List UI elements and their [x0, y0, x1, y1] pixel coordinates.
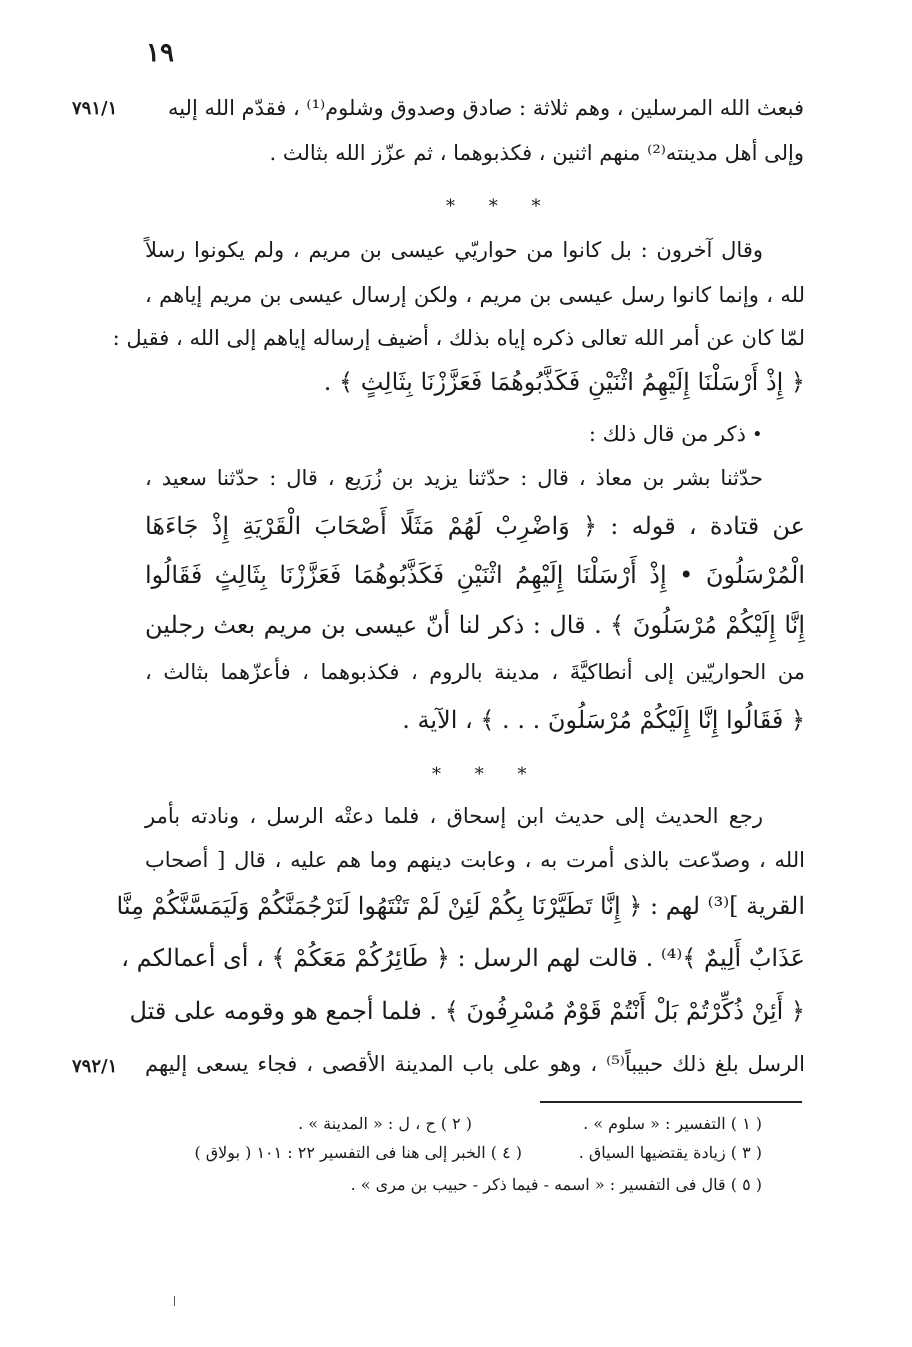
text-line: عَذَابٌ أَلِيمٌ ﴾⁽⁴⁾ . قالت لهم الرسل : ﴿ طَائِرُكُمْ مَعَكُمْ ﴾ ، أى أعمالكم ،: [121, 944, 805, 972]
text-line: عن قتادة ، قوله : ﴿ وَاضْرِبْ لَهُمْ مَثَلًا أَصْحَابَ الْقَرْيَةِ إِذْ جَاءَهَا: [145, 512, 805, 540]
text-line: حدّثنا بشر بن معاذ ، قال : حدّثنا يزيد بن زُرَيع ، قال : حدّثنا سعيد ،: [145, 466, 763, 490]
section-heading: ذكر من قال ذلك :: [588, 422, 746, 446]
section-separator: * * *: [432, 764, 541, 785]
text-line: لله ، وإنما كانوا رسل عيسى بن مريم ، ولكن إرسال عيسى بن مريم إياهم ،: [145, 283, 805, 307]
text-line: ﴿ فَقَالُوا إِنَّا إِلَيْكُمْ مُرْسَلُونَ . . . ﴾ ، الآية .: [402, 706, 805, 734]
text-line: ﴿ أَئِنْ ذُكِّرْتُمْ بَلْ أَنْتُمْ قَوْمٌ مُسْرِفُونَ ﴾ . فلما أجمع هو وقومه على قتل: [129, 997, 805, 1025]
margin-reference-top: ٧٩١/١: [72, 98, 118, 119]
text-line: فبعث الله المرسلين ، وهم ثلاثة : صادق وصدوق وشلوم⁽¹⁾ ، فقدّم الله إليه: [167, 96, 804, 120]
text-line: الله ، وصدّعت بالذى أمرت به ، وعابت دينهم وما هم عليه ، قال [ أصحاب: [145, 848, 805, 872]
quran-verse-line: ﴿ إِذْ أَرْسَلْنَا إِلَيْهِمُ اثْنَيْنِ فَكَذَّبُوهُمَا فَعَزَّزْنَا بِثَالِثٍ ﴾ .: [323, 368, 805, 396]
footnote-1: ( ١ ) التفسير : « سلوم » .: [583, 1114, 762, 1133]
text-line: لمّا كان عن أمر الله تعالى ذكره إياه بذلك ، أضيف إرساله إياهم إلى الله ، فقيل :: [112, 326, 805, 350]
scan-artifact: [174, 1296, 175, 1306]
bullet-mark: •: [752, 424, 763, 445]
footnote-3: ( ٣ ) زيادة يقتضيها السياق .: [578, 1143, 762, 1162]
footnote-4: ( ٤ ) الخبر إلى هنا فى التفسير ٢٢ : ١٠١ ( بولاق ): [194, 1143, 522, 1162]
text-line: وإلى أهل مدينته⁽²⁾ منهم اثنين ، فكذبوهما ، ثم عزّز الله بثالث .: [269, 141, 804, 165]
text-line: من الحواريّين إلى أنطاكيَّةَ ، مدينة بالروم ، فكذبوهما ، فأعزّهما بثالث ،: [145, 660, 805, 684]
text-line: وقال آخرون : بل كانوا من حواريّي عيسى بن مريم ، ولم يكونوا رسلاً: [145, 238, 763, 262]
margin-reference-bottom: ٧٩٢/١: [72, 1056, 118, 1077]
text-line: الرسل بلغ ذلك حبيباً⁽⁵⁾ ، وهو على باب المدينة الأقصى ، فجاء يسعى إليهم: [145, 1052, 805, 1076]
page-number: ١٩: [146, 38, 174, 68]
text-line: إِنَّا إِلَيْكُمْ مُرْسَلُونَ ﴾ . قال : ذكر لنا أنّ عيسى بن مريم بعث رجلين: [145, 611, 805, 639]
footnote-5: ( ٥ ) قال فى التفسير : « اسمه - فيما ذكر - حبيب بن مرى » .: [350, 1175, 762, 1194]
text-line: القرية ]⁽³⁾ لهم : ﴿ إِنَّا تَطَيَّرْنَا بِكُمْ لَئِنْ لَمْ تَنْتَهُوا لَنَرْجُمَنَّكُمْ وَلَيَمَسَّنَّكُمْ مِنَّا: [116, 892, 805, 920]
section-separator: * * *: [446, 196, 555, 217]
text-line: الْمُرْسَلُونَ • إِذْ أَرْسَلْنَا إِلَيْهِمُ اثْنَيْنِ فَكَذَّبُوهُمَا فَعَزَّزْنَا بِثَالِثٍ فَقَالُوا: [145, 561, 805, 589]
footnote-2: ( ٢ ) ح ، ل : « المدينة » .: [298, 1114, 472, 1133]
text-line: رجع الحديث إلى حديث ابن إسحاق ، فلما دعتْه الرسل ، ونادته بأمر: [145, 804, 763, 828]
footnote-rule: [540, 1101, 802, 1103]
